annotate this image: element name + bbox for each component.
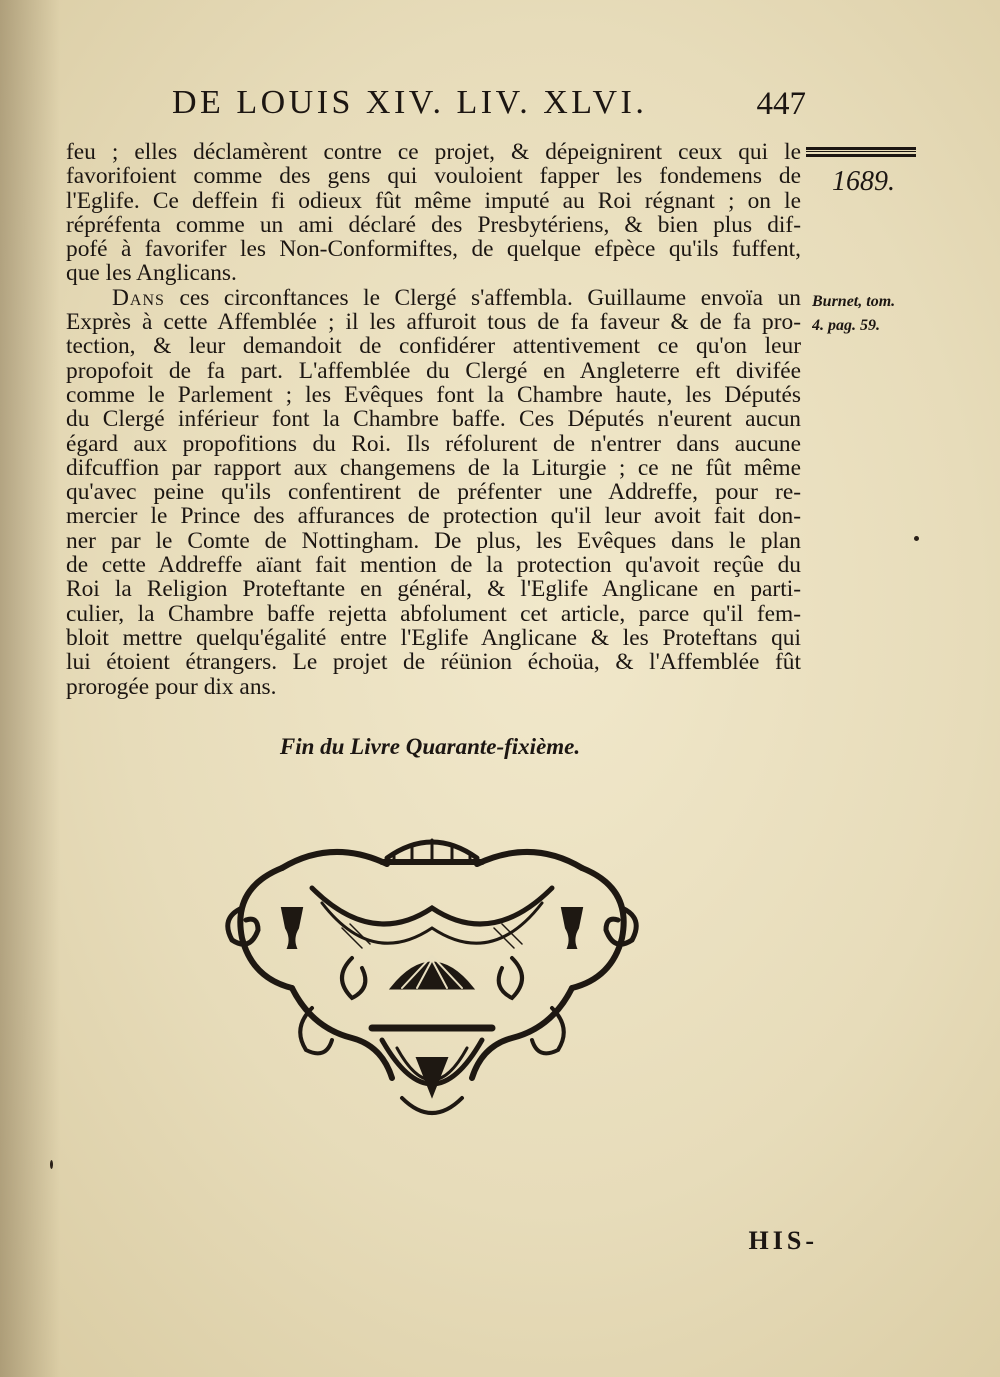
page-edge-shadow (0, 0, 60, 1377)
margin-year: 1689. (832, 166, 895, 197)
margin-note-line: 4. pag. 59. (812, 317, 880, 334)
text-line-rest: ces circonftances le Clergé s'affembla. Guillaume envoïa un (164, 285, 801, 311)
catchword: HIS- (748, 1226, 818, 1255)
text-line: difcuffion par rapport aux changemens de la Liturgie ; ce ne fût même (66, 455, 801, 481)
text-line: du Clergé inférieur font la Chambre baffe. Ces Députés n'eurent aucun (66, 407, 801, 432)
text-line: qu'avec peine qu'ils confentirent de préfenter une Addreffe, pour re- (66, 480, 801, 505)
text-line: mercier le Prince des affurances de protection qu'il leur avoit fait don- (66, 504, 801, 529)
ink-speck (50, 1160, 53, 1169)
margin-note (812, 290, 922, 338)
text-line: égard aux propofitions du Roi. Ils réfolurent de n'entrer dans aucune (66, 431, 801, 456)
engraved-ornament-icon (222, 828, 642, 1140)
text-line: ner par le Comte de Nottingham. De plus, les Evêques dans le plan (66, 528, 801, 554)
paragraph-1 (66, 140, 801, 286)
text-line: pofé à favorifer les Non-Conformiftes, de quelque efpèce qu'ils fuffent, (66, 237, 801, 262)
paragraph-2 (66, 286, 801, 699)
text-line: favorifoient comme des gens qui vouloient fapper les fondemens de (66, 164, 801, 189)
text-line: bloit mettre quelqu'égalité entre l'Eglife Anglicane & les Proteftans qui (66, 625, 801, 651)
end-of-book-line: Fin du Livre Quarante-fixième. (279, 734, 581, 759)
text-line: de cette Addreffe aïant fait mention de la protection qu'avoit reçûe du (66, 553, 801, 578)
text-line: prorogée pour dix ans. (66, 674, 277, 699)
running-title: DE LOUIS XIV. LIV. XLVI. (172, 84, 648, 121)
text-line: répréfenta comme un ami déclaré des Presbytériens, & bien plus dif- (66, 212, 801, 238)
paragraph-initial-word: Dans (112, 285, 165, 311)
text-line: lui étoient étrangers. Le projet de réünion échoüa, & l'Affemblée fût (66, 650, 801, 675)
page-number: 447 (756, 86, 806, 122)
text-line: Roi la Religion Proteftante en général, & l'Eglife Anglicane en parti- (66, 577, 801, 602)
ink-speck (914, 536, 919, 541)
text-line: Exprès à cette Affemblée ; il les affuroit tous de fa faveur & de fa pro- (66, 310, 801, 335)
running-head (172, 84, 812, 132)
text-line: feu ; elles déclamèrent contre ce projet, & dépeignirent ceux qui le (66, 140, 801, 165)
text-line: comme le Parlement ; les Evêques font la Chambre haute, les Députés (66, 382, 801, 408)
text-line: que les Anglicans. (66, 261, 237, 286)
margin-note-line: Burnet, tom. (812, 293, 896, 310)
text-line (66, 286, 801, 310)
text-line: culier, la Chambre baffe rejetta abfolument cet article, parce qu'il fem- (66, 601, 801, 626)
text-line: propofoit de fa part. L'affemblée du Clergé en Angleterre eft divifée (66, 358, 801, 383)
margin-rule (806, 147, 916, 157)
text-line: l'Eglife. Ce deffein fi odieux fût même imputé au Roi régnant ; on le (66, 188, 801, 213)
text-line: tection, & leur demandoit de confidérer attentivement ce qu'on leur (66, 334, 801, 359)
body-text (66, 140, 801, 699)
